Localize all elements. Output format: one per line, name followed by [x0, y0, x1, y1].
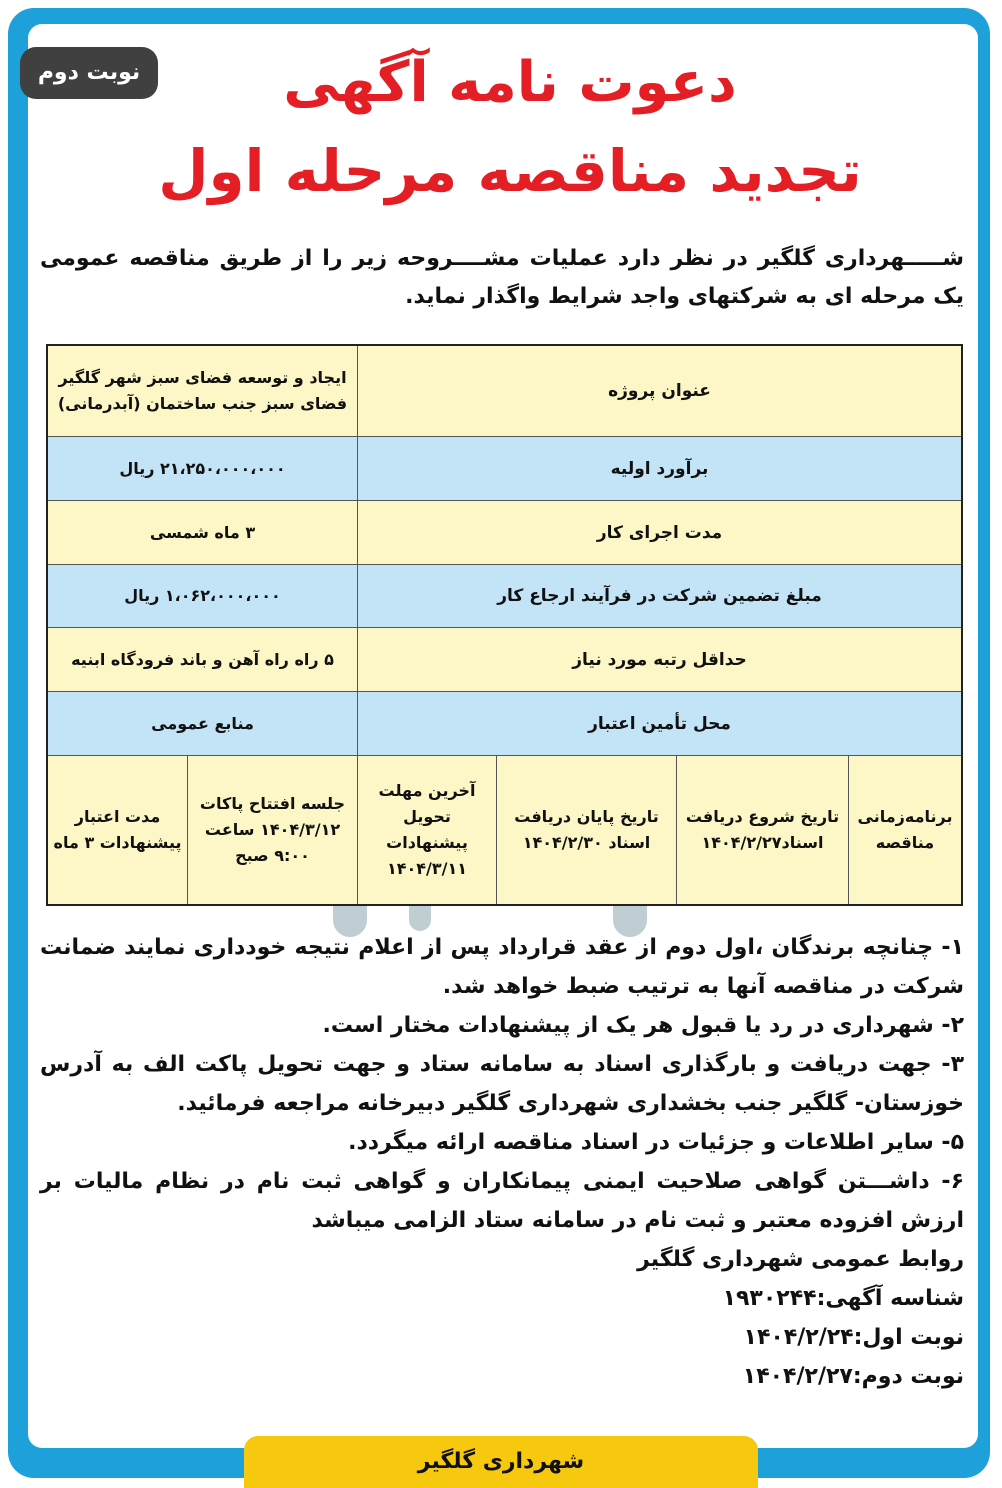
- footer-banner: شهرداری گلگیر: [244, 1436, 758, 1488]
- page-title: دعوت نامه آگهی: [283, 50, 737, 115]
- list-item: ۳- جهت دریافت و بارگذاری اسناد به سامانه ستاد و جهت تحویل پاکت الف به آدرس خوزستان- گلگیر جنب بخشداری شهرداری گلگیر دبیرخانه مراجعه فرمائید.: [40, 1052, 964, 1116]
- table-row: [48, 628, 961, 692]
- row-label: محل تأمین اعتبار: [357, 692, 961, 755]
- schedule-deadline: آخرین مهلت تحویل پیشنهادات ۱۴۰۴/۳/۱۱: [357, 756, 496, 904]
- row-label: برآورد اولیه: [357, 437, 961, 500]
- table-row: [48, 565, 961, 628]
- page-subtitle: تجدید مناقصه مرحله اول: [158, 137, 862, 205]
- table-row: [48, 346, 961, 437]
- list-item: ۶- داشـــتن گواهی صلاحیت ایمنی پیمانکاران و گواهی ثبت نام در نظام مالیات بر ارزش افزوده معتبر و ثبت نام در سامانه ستاد الزامی میباشد: [40, 1169, 964, 1233]
- row-value: ایجاد و توسعه فضای سبز شهر گلگیر فضای سبز جنب ساختمان (آبدرمانی): [57, 368, 348, 413]
- schedule-opening: جلسه افتتاح پاکات ۱۴۰۴/۳/۱۲ ساعت ۹:۰۰ صبح: [187, 756, 357, 904]
- second-round-date: نوبت دوم:۱۴۰۴/۲/۲۷: [742, 1364, 964, 1389]
- row-label: مبلغ تضمین شرکت در فرآیند ارجاع کار: [357, 565, 961, 627]
- table-row: [48, 692, 961, 756]
- schedule-start: تاریخ شروع دریافت اسناد۱۴۰۴/۲/۲۷: [676, 756, 848, 904]
- row-value: ۳ ماه شمسی: [149, 522, 256, 542]
- signature-dept: روابط عمومی شهرداری گلگیر: [637, 1247, 964, 1272]
- table-row: [48, 437, 961, 501]
- row-label: حداقل رتبه مورد نیاز: [357, 628, 961, 691]
- intro-paragraph: شـــــهرداری گلگیر در نظر دارد عملیات مشــــروحه زیر را از طریق مناقصه عمومی یک مرحله ای به شرکتهای واجد شرایط واگذار نماید.: [40, 246, 964, 309]
- round-badge: نوبت دوم: [20, 47, 158, 99]
- schedule-row: [48, 756, 961, 904]
- ad-id: شناسه آگهی:۱۹۳۰۲۴۴: [722, 1286, 964, 1311]
- row-label: عنوان پروژه: [357, 346, 961, 436]
- row-value: منابع عمومی: [151, 713, 254, 733]
- first-round-date: نوبت اول:۱۴۰۴/۲/۲۴: [743, 1325, 964, 1350]
- row-value: ۱،۰۶۲،۰۰۰،۰۰۰ ریال: [124, 586, 281, 605]
- row-value: ۵ راه راه آهن و باند فرودگاه ابنیه: [71, 649, 334, 669]
- tender-table: [46, 344, 963, 906]
- schedule-validity: مدت اعتبار پیشنهادات ۳ ماه: [53, 807, 182, 852]
- list-item: ۲- شهرداری در رد یا قبول هر یک از پیشنهادات مختار است.: [322, 1013, 964, 1038]
- table-row: [48, 501, 961, 565]
- schedule-header: برنامه‌زمانی مناقصه: [848, 756, 961, 904]
- list-item: ۵- سایر اطلاعات و جزئیات در اسناد مناقصه ارائه میگردد.: [348, 1130, 964, 1155]
- schedule-end: تاریخ پایان دریافت اسناد ۱۴۰۴/۲/۳۰: [496, 756, 676, 904]
- list-item: ۱- چنانچه برندگان ،اول دوم از عقد قرارداد پس از اعلام نتیجه خودداری نمایند ضمانت شرکت در مناقصه آنها به ترتیب ضبط خواهد شد.: [40, 935, 964, 999]
- row-label: مدت اجرای کار: [357, 501, 961, 564]
- conditions-list: [40, 928, 964, 1396]
- row-value: ۲۱،۲۵۰،۰۰۰،۰۰۰ ریال: [119, 458, 286, 478]
